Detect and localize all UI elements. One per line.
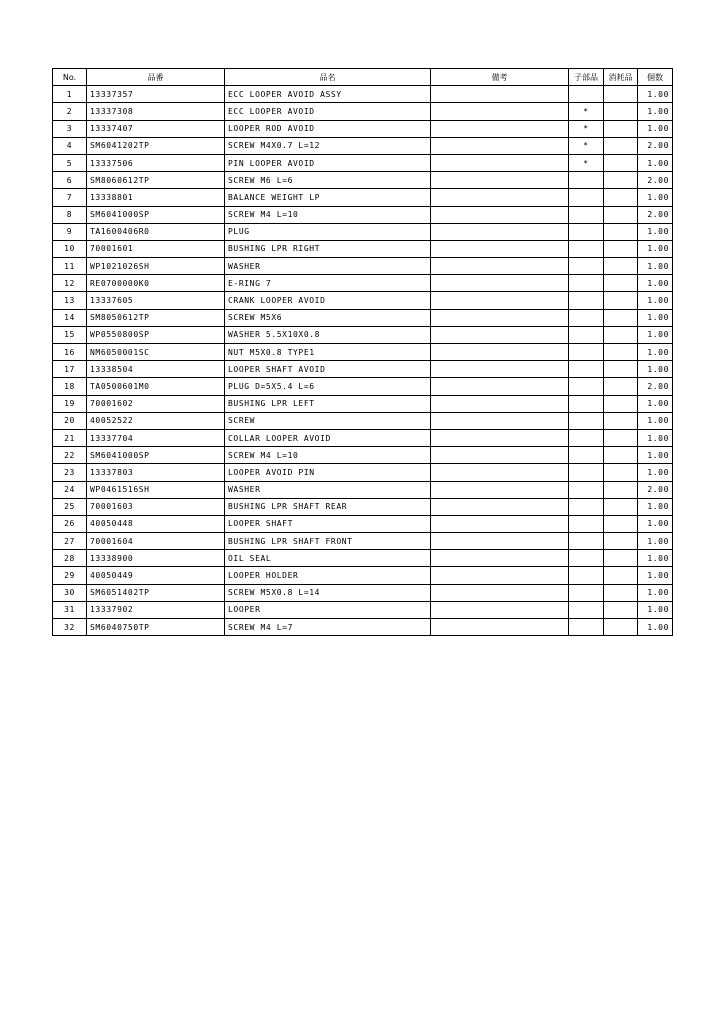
cell-sub-part: * <box>569 137 604 154</box>
cell-qty: 2.00 <box>638 481 673 498</box>
cell-qty: 1.00 <box>638 567 673 584</box>
cell-sub-part: * <box>569 154 604 171</box>
cell-part-no: TA0500601M0 <box>87 378 225 395</box>
cell-part-no: SM8050612TP <box>87 309 225 326</box>
cell-name: WASHER <box>225 481 431 498</box>
cell-no: 26 <box>53 515 87 532</box>
cell-no: 4 <box>53 137 87 154</box>
cell-consumable <box>604 498 638 515</box>
cell-no: 12 <box>53 275 87 292</box>
cell-consumable <box>604 344 638 361</box>
cell-remarks <box>431 172 569 189</box>
cell-sub-part <box>569 275 604 292</box>
cell-remarks <box>431 154 569 171</box>
cell-consumable <box>604 120 638 137</box>
cell-consumable <box>604 326 638 343</box>
cell-part-no: 13338801 <box>87 189 225 206</box>
cell-sub-part <box>569 86 604 103</box>
cell-sub-part <box>569 498 604 515</box>
cell-part-no: SM8060612TP <box>87 172 225 189</box>
cell-qty: 1.00 <box>638 120 673 137</box>
cell-part-no: 40050448 <box>87 515 225 532</box>
cell-name: SCREW M6 L=6 <box>225 172 431 189</box>
cell-name: SCREW M5X6 <box>225 309 431 326</box>
cell-no: 24 <box>53 481 87 498</box>
cell-remarks <box>431 137 569 154</box>
cell-remarks <box>431 103 569 120</box>
cell-part-no: 13337605 <box>87 292 225 309</box>
cell-consumable <box>604 223 638 240</box>
cell-consumable <box>604 154 638 171</box>
cell-remarks <box>431 189 569 206</box>
cell-sub-part <box>569 240 604 257</box>
table-row <box>53 550 673 567</box>
table-row <box>53 515 673 532</box>
cell-remarks <box>431 395 569 412</box>
cell-sub-part <box>569 481 604 498</box>
cell-remarks <box>431 309 569 326</box>
cell-qty: 1.00 <box>638 292 673 309</box>
cell-no: 25 <box>53 498 87 515</box>
cell-no: 1 <box>53 86 87 103</box>
cell-remarks <box>431 412 569 429</box>
cell-name: BUSHING LPR LEFT <box>225 395 431 412</box>
cell-sub-part <box>569 550 604 567</box>
cell-consumable <box>604 395 638 412</box>
cell-name: SCREW M4 L=7 <box>225 619 431 636</box>
cell-sub-part <box>569 515 604 532</box>
cell-remarks <box>431 86 569 103</box>
cell-part-no: 13337902 <box>87 601 225 618</box>
cell-consumable <box>604 601 638 618</box>
cell-name: SCREW M5X0.8 L=14 <box>225 584 431 601</box>
table-row <box>53 86 673 103</box>
table-row <box>53 206 673 223</box>
table-row <box>53 481 673 498</box>
cell-consumable <box>604 275 638 292</box>
cell-name: LOOPER SHAFT AVOID <box>225 361 431 378</box>
table-row <box>53 326 673 343</box>
cell-no: 20 <box>53 412 87 429</box>
cell-remarks <box>431 498 569 515</box>
cell-qty: 1.00 <box>638 154 673 171</box>
cell-part-no: SM6041000SP <box>87 447 225 464</box>
cell-sub-part <box>569 567 604 584</box>
cell-no: 16 <box>53 344 87 361</box>
table-row <box>53 619 673 636</box>
cell-qty: 1.00 <box>638 189 673 206</box>
cell-qty: 1.00 <box>638 515 673 532</box>
cell-qty: 1.00 <box>638 103 673 120</box>
cell-sub-part <box>569 619 604 636</box>
table-row <box>53 240 673 257</box>
cell-consumable <box>604 309 638 326</box>
cell-remarks <box>431 240 569 257</box>
cell-consumable <box>604 378 638 395</box>
cell-remarks <box>431 584 569 601</box>
cell-qty: 1.00 <box>638 258 673 275</box>
cell-remarks <box>431 120 569 137</box>
cell-part-no: 40052522 <box>87 412 225 429</box>
cell-remarks <box>431 464 569 481</box>
cell-consumable <box>604 361 638 378</box>
cell-no: 3 <box>53 120 87 137</box>
table-row <box>53 533 673 550</box>
cell-part-no: 13337308 <box>87 103 225 120</box>
cell-sub-part <box>569 584 604 601</box>
cell-no: 7 <box>53 189 87 206</box>
cell-name: LOOPER <box>225 601 431 618</box>
cell-name: CRANK LOOPER AVOID <box>225 292 431 309</box>
cell-qty: 1.00 <box>638 344 673 361</box>
cell-consumable <box>604 515 638 532</box>
cell-consumable <box>604 206 638 223</box>
cell-remarks <box>431 601 569 618</box>
cell-sub-part <box>569 309 604 326</box>
cell-remarks <box>431 567 569 584</box>
cell-part-no: SM6041202TP <box>87 137 225 154</box>
cell-name: BUSHING LPR SHAFT REAR <box>225 498 431 515</box>
header-sub-part: 子部品 <box>569 69 604 86</box>
cell-no: 9 <box>53 223 87 240</box>
cell-qty: 1.00 <box>638 86 673 103</box>
cell-no: 5 <box>53 154 87 171</box>
cell-consumable <box>604 103 638 120</box>
cell-qty: 1.00 <box>638 429 673 446</box>
cell-qty: 1.00 <box>638 412 673 429</box>
cell-no: 23 <box>53 464 87 481</box>
cell-sub-part <box>569 189 604 206</box>
cell-part-no: 40050449 <box>87 567 225 584</box>
table-row <box>53 120 673 137</box>
cell-name: PLUG <box>225 223 431 240</box>
cell-name: LOOPER HOLDER <box>225 567 431 584</box>
header-row <box>53 69 673 86</box>
cell-remarks <box>431 447 569 464</box>
cell-part-no: 13337506 <box>87 154 225 171</box>
cell-consumable <box>604 464 638 481</box>
cell-remarks <box>431 258 569 275</box>
cell-name: OIL SEAL <box>225 550 431 567</box>
table-row <box>53 567 673 584</box>
cell-sub-part <box>569 344 604 361</box>
cell-part-no: 13337803 <box>87 464 225 481</box>
cell-consumable <box>604 86 638 103</box>
cell-no: 15 <box>53 326 87 343</box>
cell-sub-part <box>569 172 604 189</box>
cell-part-no: 70001604 <box>87 533 225 550</box>
cell-consumable <box>604 258 638 275</box>
cell-sub-part <box>569 395 604 412</box>
cell-sub-part <box>569 464 604 481</box>
cell-part-no: NM6050001SC <box>87 344 225 361</box>
cell-sub-part <box>569 206 604 223</box>
table-row <box>53 395 673 412</box>
cell-qty: 1.00 <box>638 619 673 636</box>
table-row <box>53 154 673 171</box>
table-row <box>53 344 673 361</box>
table-row <box>53 429 673 446</box>
cell-sub-part <box>569 378 604 395</box>
cell-sub-part <box>569 447 604 464</box>
cell-part-no: 70001602 <box>87 395 225 412</box>
cell-name: SCREW <box>225 412 431 429</box>
cell-no: 18 <box>53 378 87 395</box>
cell-name: WASHER <box>225 258 431 275</box>
cell-remarks <box>431 533 569 550</box>
cell-sub-part <box>569 361 604 378</box>
cell-remarks <box>431 223 569 240</box>
header-no: No. <box>53 69 87 86</box>
cell-no: 6 <box>53 172 87 189</box>
cell-no: 30 <box>53 584 87 601</box>
parts-body <box>53 86 673 636</box>
cell-remarks <box>431 206 569 223</box>
cell-remarks <box>431 429 569 446</box>
cell-no: 22 <box>53 447 87 464</box>
cell-part-no: SM6051402TP <box>87 584 225 601</box>
cell-part-no: 70001603 <box>87 498 225 515</box>
cell-name: BUSHING LPR SHAFT FRONT <box>225 533 431 550</box>
table-row <box>53 447 673 464</box>
cell-sub-part <box>569 412 604 429</box>
cell-name: COLLAR LOOPER AVOID <box>225 429 431 446</box>
cell-qty: 1.00 <box>638 464 673 481</box>
cell-sub-part: * <box>569 120 604 137</box>
cell-remarks <box>431 481 569 498</box>
cell-qty: 1.00 <box>638 601 673 618</box>
cell-no: 28 <box>53 550 87 567</box>
table-row <box>53 601 673 618</box>
cell-consumable <box>604 189 638 206</box>
cell-part-no: TA1600406R0 <box>87 223 225 240</box>
cell-part-no: 13337357 <box>87 86 225 103</box>
table-row <box>53 378 673 395</box>
cell-part-no: SM6040750TP <box>87 619 225 636</box>
cell-part-no: WP1021026SH <box>87 258 225 275</box>
cell-remarks <box>431 619 569 636</box>
table-row <box>53 223 673 240</box>
cell-remarks <box>431 515 569 532</box>
header-name: 品名 <box>225 69 431 86</box>
cell-part-no: 70001601 <box>87 240 225 257</box>
cell-qty: 1.00 <box>638 326 673 343</box>
cell-sub-part <box>569 533 604 550</box>
cell-name: PLUG D=5X5.4 L=6 <box>225 378 431 395</box>
cell-sub-part <box>569 429 604 446</box>
cell-qty: 2.00 <box>638 206 673 223</box>
cell-remarks <box>431 378 569 395</box>
table-row <box>53 189 673 206</box>
cell-qty: 1.00 <box>638 550 673 567</box>
cell-remarks <box>431 292 569 309</box>
cell-sub-part <box>569 292 604 309</box>
cell-sub-part <box>569 326 604 343</box>
cell-consumable <box>604 429 638 446</box>
cell-consumable <box>604 584 638 601</box>
table-row <box>53 498 673 515</box>
cell-consumable <box>604 533 638 550</box>
cell-no: 10 <box>53 240 87 257</box>
cell-no: 19 <box>53 395 87 412</box>
header-qty: 個数 <box>638 69 673 86</box>
cell-consumable <box>604 567 638 584</box>
cell-name: NUT M5X0.8 TYPE1 <box>225 344 431 361</box>
cell-sub-part <box>569 223 604 240</box>
cell-qty: 2.00 <box>638 137 673 154</box>
cell-no: 13 <box>53 292 87 309</box>
cell-part-no: SM6041000SP <box>87 206 225 223</box>
cell-sub-part <box>569 601 604 618</box>
cell-remarks <box>431 344 569 361</box>
cell-qty: 1.00 <box>638 240 673 257</box>
cell-name: BUSHING LPR RIGHT <box>225 240 431 257</box>
cell-qty: 1.00 <box>638 361 673 378</box>
cell-part-no: 13337407 <box>87 120 225 137</box>
cell-remarks <box>431 326 569 343</box>
cell-name: PIN LOOPER AVOID <box>225 154 431 171</box>
cell-consumable <box>604 481 638 498</box>
table-row <box>53 137 673 154</box>
cell-part-no: WP0461516SH <box>87 481 225 498</box>
table-row <box>53 103 673 120</box>
cell-no: 14 <box>53 309 87 326</box>
cell-consumable <box>604 240 638 257</box>
cell-no: 21 <box>53 429 87 446</box>
header-part-no: 品番 <box>87 69 225 86</box>
cell-name: LOOPER ROD AVOID <box>225 120 431 137</box>
cell-no: 27 <box>53 533 87 550</box>
cell-consumable <box>604 447 638 464</box>
cell-sub-part <box>569 258 604 275</box>
cell-no: 29 <box>53 567 87 584</box>
table-row <box>53 464 673 481</box>
cell-remarks <box>431 361 569 378</box>
header-consumable: 消耗品 <box>604 69 638 86</box>
cell-qty: 1.00 <box>638 275 673 292</box>
cell-no: 8 <box>53 206 87 223</box>
cell-qty: 2.00 <box>638 172 673 189</box>
table-row <box>53 412 673 429</box>
cell-consumable <box>604 412 638 429</box>
table-row <box>53 292 673 309</box>
cell-no: 11 <box>53 258 87 275</box>
cell-name: WASHER 5.5X10X0.8 <box>225 326 431 343</box>
cell-consumable <box>604 292 638 309</box>
table-row <box>53 172 673 189</box>
cell-consumable <box>604 550 638 567</box>
cell-part-no: 13338900 <box>87 550 225 567</box>
cell-part-no: RE0700000K0 <box>87 275 225 292</box>
cell-qty: 1.00 <box>638 309 673 326</box>
cell-qty: 1.00 <box>638 395 673 412</box>
cell-qty: 2.00 <box>638 378 673 395</box>
table-row <box>53 361 673 378</box>
cell-part-no: WP0550800SP <box>87 326 225 343</box>
cell-name: LOOPER SHAFT <box>225 515 431 532</box>
cell-consumable <box>604 619 638 636</box>
table-row <box>53 584 673 601</box>
cell-name: BALANCE WEIGHT LP <box>225 189 431 206</box>
cell-qty: 1.00 <box>638 498 673 515</box>
cell-name: E-RING 7 <box>225 275 431 292</box>
cell-no: 31 <box>53 601 87 618</box>
cell-no: 17 <box>53 361 87 378</box>
cell-remarks <box>431 550 569 567</box>
table-row <box>53 275 673 292</box>
cell-name: ECC LOOPER AVOID ASSY <box>225 86 431 103</box>
cell-consumable <box>604 137 638 154</box>
cell-qty: 1.00 <box>638 533 673 550</box>
cell-qty: 1.00 <box>638 447 673 464</box>
cell-name: SCREW M4X0.7 L=12 <box>225 137 431 154</box>
cell-name: LOOPER AVOID PIN <box>225 464 431 481</box>
cell-remarks <box>431 275 569 292</box>
table-row <box>53 309 673 326</box>
cell-part-no: 13337704 <box>87 429 225 446</box>
cell-part-no: 13338504 <box>87 361 225 378</box>
cell-no: 2 <box>53 103 87 120</box>
cell-qty: 1.00 <box>638 584 673 601</box>
cell-name: ECC LOOPER AVOID <box>225 103 431 120</box>
cell-consumable <box>604 172 638 189</box>
table-row <box>53 258 673 275</box>
cell-no: 32 <box>53 619 87 636</box>
cell-name: SCREW M4 L=10 <box>225 447 431 464</box>
header-remarks: 備考 <box>431 69 569 86</box>
cell-name: SCREW M4 L=10 <box>225 206 431 223</box>
cell-qty: 1.00 <box>638 223 673 240</box>
parts-list-table <box>52 68 673 636</box>
cell-sub-part: * <box>569 103 604 120</box>
